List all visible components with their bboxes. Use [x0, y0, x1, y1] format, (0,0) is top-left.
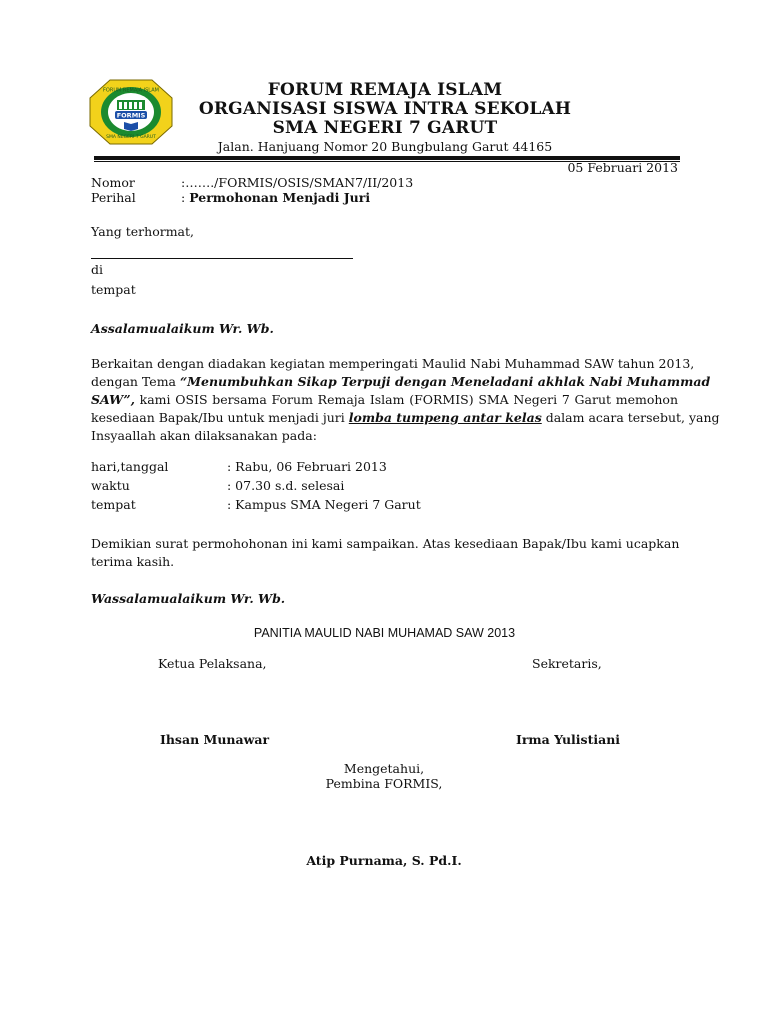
secretary-name: Irma Yulistiani [516, 732, 621, 747]
recipient-greeting: Yang terhormat, [91, 224, 195, 239]
advisor-name: Atip Purnama, S. Pd.I. [306, 853, 462, 868]
org-name-line-1: FORUM REMAJA ISLAM [267, 80, 503, 100]
recipient-tempat: tempat [91, 282, 136, 297]
chair-role: Ketua Pelaksana, [158, 656, 267, 671]
schedule-value: : 07.30 s.d. selesai [227, 478, 345, 493]
logo-badge-text: FORMIS [116, 111, 146, 120]
perihal-value: Permohonan Menjadi Juri [189, 190, 371, 205]
closing-line-2: terima kasih. [91, 554, 175, 569]
org-name-line-3: SMA NEGERI 7 GARUT [272, 118, 498, 138]
body-line-3-text: kami OSIS bersama Forum Remaja Islam (FORMIS) SMA Negeri 7 Garut memohon [134, 392, 678, 407]
chair-name: Ihsan Munawar [160, 732, 270, 747]
recipient-di: di [91, 262, 103, 277]
perihal-colon: : [181, 190, 190, 205]
schedule-label: waktu [91, 478, 130, 493]
perihal-label: Perihal [91, 190, 136, 205]
nomor-value: :……./FORMIS/OSIS/SMAN7/II/2013 [181, 175, 414, 190]
acknowledge-label: Mengetahui, [343, 761, 425, 776]
body-paragraph [91, 355, 720, 445]
body-line-3 [91, 391, 678, 409]
body-line-4-end: dalam acara tersebut, yang [541, 410, 720, 425]
body-line-1: Berkaitan dengan diadakan kegiatan memperingati Maulid Nabi Muhammad SAW tahun 2013, [91, 356, 695, 371]
logo-top-text: FORUM REMAJA ISLAM [103, 87, 159, 94]
logo-bottom-text: SMA NEGERI 7 GARUT [106, 135, 156, 140]
event-theme: “Menumbuhkan Sikap Terpuji dengan Meneladani akhlak Nabi Muhammad [179, 374, 711, 389]
body-line-4 [91, 409, 720, 427]
org-address: Jalan. Hanjuang Nomor 20 Bungbulang Garut 44165 [217, 139, 553, 154]
advisor-role: Pembina FORMIS, [325, 776, 443, 791]
nomor-label: Nomor [91, 175, 135, 190]
schedule-label: tempat [91, 497, 136, 512]
recipient-name-line [91, 258, 353, 259]
body-line-5: Insyaallah akan dilaksanakan pada: [91, 428, 317, 443]
schedule-value: : Kampus SMA Negeri 7 Garut [227, 497, 421, 512]
secretary-role: Sekretaris, [532, 656, 602, 671]
schedule-value: : Rabu, 06 Februari 2013 [227, 459, 387, 474]
schedule-label: hari,tanggal [91, 459, 169, 474]
closing-salutation: Wassalamualaikum Wr. Wb. [91, 591, 286, 606]
perihal-line [181, 190, 370, 205]
committee-title: PANITIA MAULID NABI MUHAMAD SAW 2013 [253, 626, 516, 640]
closing-line-1: Demikian surat permohohonan ini kami sampaikan. Atas kesediaan Bapak/Ibu kami ucapkan [91, 536, 680, 551]
event-theme-end: SAW”, [91, 392, 135, 407]
closing-paragraph [91, 535, 678, 571]
org-name-line-2: ORGANISASI SISWA INTRA SEKOLAH [198, 99, 572, 119]
body-line-4-text: kesediaan Bapak/Ibu untuk menjadi juri [91, 410, 349, 425]
body-line-2 [91, 373, 711, 391]
opening-salutation: Assalamualaikum Wr. Wb. [91, 321, 274, 336]
competition-name: lomba tumpeng antar kelas [348, 410, 542, 425]
formis-logo [88, 78, 174, 146]
letter-date: 05 Februari 2013 [567, 160, 678, 175]
body-line-2-text: dengan Tema [91, 374, 180, 389]
